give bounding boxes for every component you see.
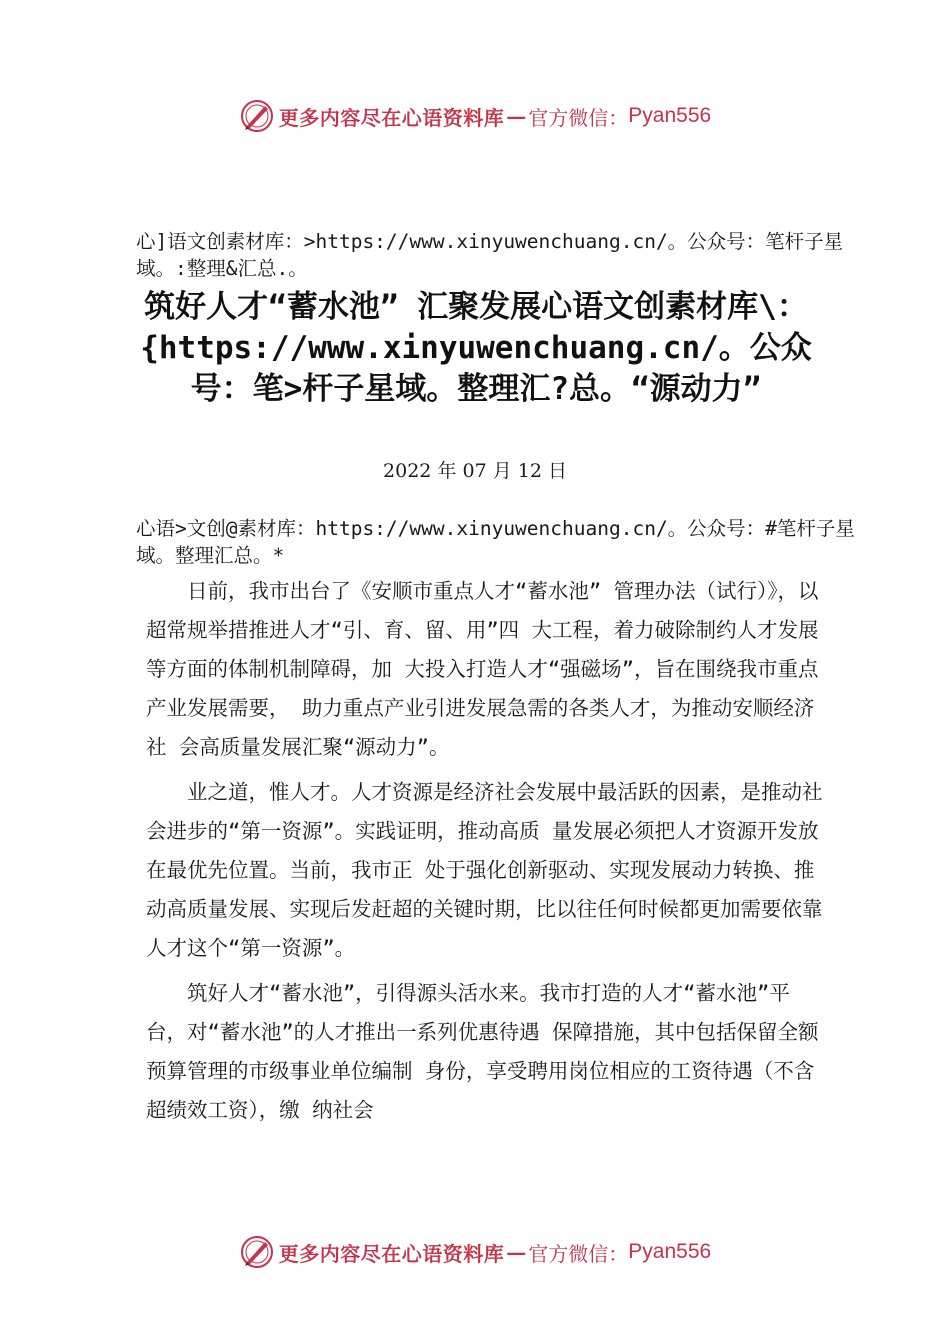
banner-text: 更多内容尽在心语资料库 <box>278 1241 505 1266</box>
brush-logo-icon <box>239 1234 275 1270</box>
header-banner <box>0 96 950 136</box>
document-title: 筑好人才“蓄水池” 汇聚发展心语文创素材库\：{https://www.xinyuwenchuang.cn/。公众号：笔>杆子星域。整理汇?总。“源动力” <box>140 289 812 407</box>
banner-wechat-id: Pyan556 <box>628 104 712 127</box>
banner-label: 官方微信： <box>528 1241 629 1266</box>
banner-text: 更多内容尽在心语资料库 <box>278 105 505 130</box>
source-note: 心]语文创素材库：>https://www.xinyuwenchuang.cn/。公众号：笔杆子星域。:整理&汇总.。 <box>136 230 844 280</box>
paragraph: 筑好人才“蓄水池”，引得源头活水来。我市打造的人才“蓄水池”平台，对“蓄水池”的人才推出一系列优惠待遇 保障措施，其中包括保留全额预算管理的市级事业单位编制 身份，享受聘用岗位相应的工资待遇（不含超绩效工资），缴 纳社会 <box>146 981 819 1122</box>
banner-label: 官方微信： <box>528 105 629 130</box>
document-date: 2022 年 07 月 12 日 <box>383 460 567 482</box>
source-note: 心语>文创@素材库：https://www.xinyuwenchuang.cn/。公众号：#笔杆子星域。整理汇总。* <box>136 517 855 567</box>
paragraph: 日前，我市出台了《安顺市重点人才“蓄水池” 管理办法（试行）》，以超常规举措推进人才“引、育、留、用”四 大工程，着力破除制约人才发展等方面的体制机制障碍，加 大投入打造人才“强磁场”，旨在围绕我市重点产业发展需要， 助力重点产业引进发展急需的各类人才，为推动安顺经济社 会高质量发展汇聚“源动力”。 <box>146 579 819 759</box>
brush-logo-icon <box>239 98 275 134</box>
banner-separator: — <box>506 1240 527 1264</box>
document-body <box>146 572 824 1136</box>
banner-separator: — <box>506 104 527 128</box>
paragraph: 业之道，惟人才。人才资源是经济社会发展中最活跃的因素，是推动社会进步的“第一资源”。实践证明，推动高质 量发展必须把人才资源开发放在最优先位置。当前，我市正 处于强化创新驱动、实现发展动力转换、推动高质量发展、实现后发赶超的关键时期，比以往任何时候都更加需要依靠 人才这个“第一资源”。 <box>146 780 823 960</box>
footer-banner <box>0 1232 950 1272</box>
banner-wechat-id: Pyan556 <box>628 1240 712 1263</box>
